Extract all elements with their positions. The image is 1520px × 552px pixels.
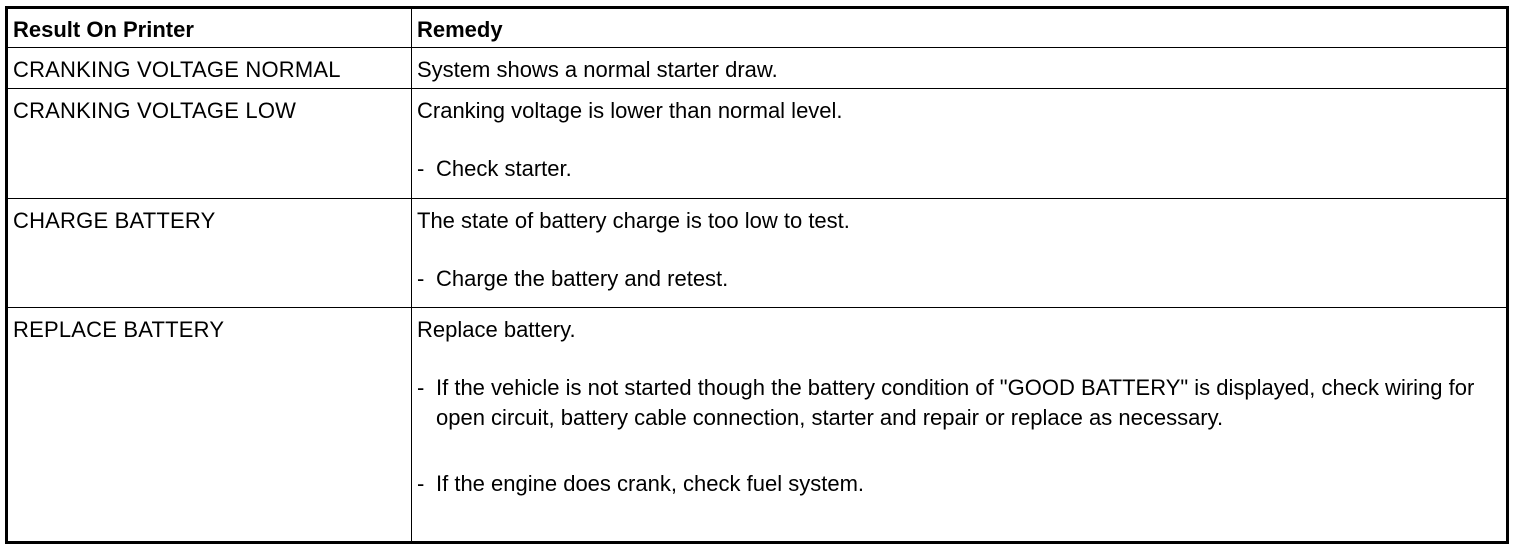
result-text: CHARGE BATTERY: [13, 208, 216, 233]
bullet-text: If the vehicle is not started though the battery condition of "GOOD BATTERY" is displayed, check wiring for open circuit, battery cable connection, starter and repair or replace as necessary.: [436, 375, 1475, 430]
table-row: [7, 199, 1508, 308]
bullet-text: Charge the battery and retest.: [436, 266, 729, 291]
remedy-cell: [412, 89, 1508, 199]
result-cell: [7, 48, 412, 89]
bullet-dash: -: [417, 156, 425, 181]
result-cell: [7, 308, 412, 543]
header-result-on-printer: Result On Printer: [7, 8, 412, 48]
remedy-bullet: [417, 154, 1501, 184]
bullet-dash: -: [417, 266, 425, 291]
result-cell: [7, 89, 412, 199]
result-text: REPLACE BATTERY: [13, 317, 225, 342]
remedy-cell: [412, 48, 1508, 89]
table-row: [7, 308, 1508, 543]
remedy-cell: [412, 308, 1508, 543]
bullet-text: If the engine does crank, check fuel system.: [436, 471, 865, 496]
result-text: CRANKING VOLTAGE LOW: [13, 98, 297, 123]
remedy-cell: [412, 199, 1508, 308]
bullet-dash: -: [417, 375, 425, 400]
result-remedy-table: [5, 6, 1509, 544]
remedy-bullet: [417, 469, 1501, 499]
bullet-dash: -: [417, 471, 425, 496]
table-header-row: [7, 8, 1508, 48]
bullet-text: Check starter.: [436, 156, 572, 181]
remedy-bullet: [417, 373, 1501, 433]
table-row: [7, 48, 1508, 89]
table-row: [7, 89, 1508, 199]
result-text: CRANKING VOLTAGE NORMAL: [13, 57, 341, 82]
remedy-bullet: [417, 264, 1501, 294]
remedy-text: Replace battery.: [417, 317, 576, 342]
remedy-text: The state of battery charge is too low to test.: [417, 208, 850, 233]
remedy-text: System shows a normal starter draw.: [417, 57, 778, 82]
result-cell: [7, 199, 412, 308]
remedy-text: Cranking voltage is lower than normal level.: [417, 98, 843, 123]
header-remedy: Remedy: [412, 8, 1508, 48]
